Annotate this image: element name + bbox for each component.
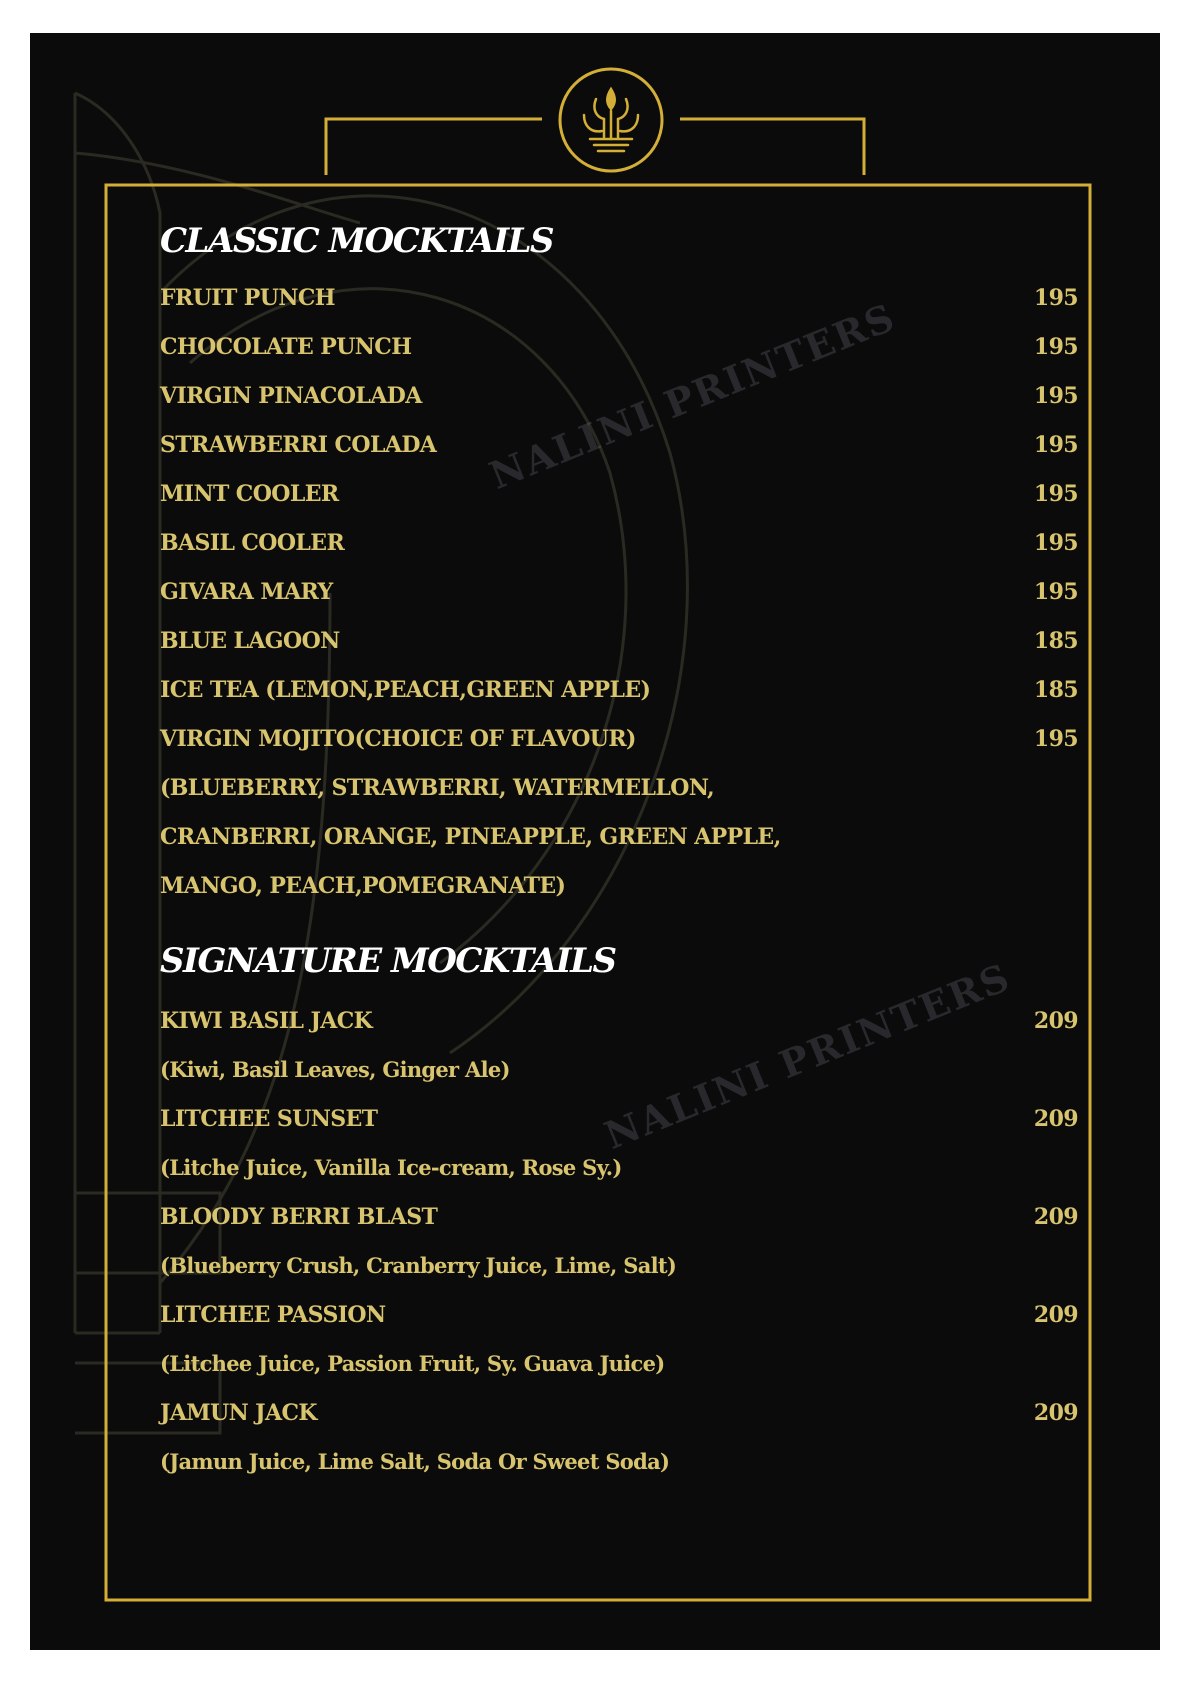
item-price: 195: [1033, 432, 1078, 458]
menu-item: [160, 1008, 1078, 1048]
item-price: 209: [1033, 1204, 1078, 1230]
item-price: 209: [1033, 1400, 1078, 1426]
item-name: KIWI BASIL JACK: [160, 1008, 373, 1034]
menu-item: [160, 481, 1078, 521]
menu-item: [160, 726, 1078, 766]
item-name: GIVARA MARY: [160, 579, 333, 605]
item-price: 209: [1033, 1302, 1078, 1328]
item-name: LITCHEE SUNSET: [160, 1106, 378, 1132]
menu-item: [160, 1204, 1078, 1244]
menu-item: [160, 628, 1078, 668]
menu-item: [160, 530, 1078, 570]
item-description: (Blueberry Crush, Cranberry Juice, Lime, Salt): [160, 1253, 677, 1278]
item-name: LITCHEE PASSION: [160, 1302, 386, 1328]
item-price: 209: [1033, 1008, 1078, 1034]
watermark-text: NALINI PRINTERS: [598, 953, 1017, 1158]
item-name: STRAWBERRI COLADA: [160, 432, 437, 458]
item-name: MINT COOLER: [160, 481, 339, 507]
flavour-line: CRANBERRI, ORANGE, PINEAPPLE, GREEN APPLE,: [160, 824, 781, 850]
item-price: 195: [1033, 530, 1078, 556]
item-price: 185: [1033, 628, 1078, 654]
item-name: BLUE LAGOON: [160, 628, 340, 654]
item-price: 185: [1033, 677, 1078, 703]
flavour-line: MANGO, PEACH,POMEGRANATE): [160, 873, 566, 899]
menu-item: [160, 432, 1078, 472]
item-price: 209: [1033, 1106, 1078, 1132]
crown-emblem-icon: [554, 63, 668, 177]
menu-item: [160, 285, 1078, 325]
menu-item: [160, 1400, 1078, 1440]
menu-item: [160, 579, 1078, 619]
item-name: FRUIT PUNCH: [160, 285, 335, 311]
item-name: BLOODY BERRI BLAST: [160, 1204, 438, 1230]
section-title-signature: SIGNATURE MOCKTAILS: [160, 941, 616, 981]
item-name: ICE TEA (LEMON,PEACH,GREEN APPLE): [160, 677, 651, 703]
menu-item: [160, 383, 1078, 423]
item-description: (Litchee Juice, Passion Fruit, Sy. Guava Juice): [160, 1351, 665, 1376]
menu-page: [30, 33, 1160, 1650]
item-name: BASIL COOLER: [160, 530, 345, 556]
menu-item: [160, 1106, 1078, 1146]
item-name: JAMUN JACK: [160, 1400, 317, 1426]
item-price: 195: [1033, 285, 1078, 311]
item-name: VIRGIN PINACOLADA: [160, 383, 422, 409]
item-price: 195: [1033, 579, 1078, 605]
item-name: CHOCOLATE PUNCH: [160, 334, 412, 360]
item-description: (Jamun Juice, Lime Salt, Soda Or Sweet Soda): [160, 1449, 670, 1474]
item-price: 195: [1033, 726, 1078, 752]
item-description: (Kiwi, Basil Leaves, Ginger Ale): [160, 1057, 510, 1082]
item-price: 195: [1033, 383, 1078, 409]
item-description: (Litche Juice, Vanilla Ice-cream, Rose Sy.): [160, 1155, 622, 1180]
item-price: 195: [1033, 334, 1078, 360]
watermark-text: NALINI PRINTERS: [483, 293, 902, 498]
section-title-classic: CLASSIC MOCKTAILS: [160, 221, 554, 261]
item-price: 195: [1033, 481, 1078, 507]
menu-item: [160, 1302, 1078, 1342]
menu-item: [160, 677, 1078, 717]
flavour-line: (BLUEBERRY, STRAWBERRI, WATERMELLON,: [160, 775, 714, 801]
item-name: VIRGIN MOJITO(CHOICE OF FLAVOUR): [160, 726, 636, 752]
menu-item: [160, 334, 1078, 374]
